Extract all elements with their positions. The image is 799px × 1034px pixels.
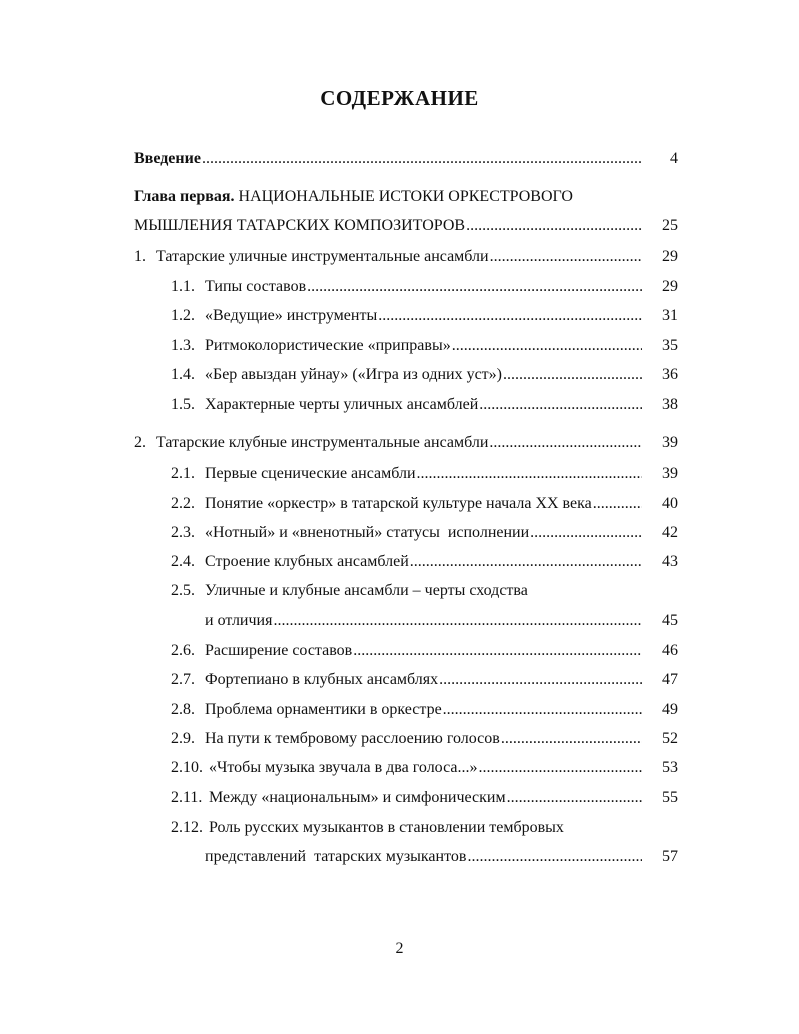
leader-dots	[490, 246, 642, 268]
toc-entry-page: 29	[662, 278, 678, 295]
toc-entry-2-6	[171, 640, 678, 662]
toc-entry-number: 1.1.	[171, 278, 195, 295]
toc-entry-label: Типы составов	[205, 278, 307, 295]
leader-dots	[467, 846, 642, 868]
toc-entry-page: 55	[662, 789, 678, 806]
toc-entry-2-2	[171, 493, 678, 515]
toc-entry-2-11	[171, 787, 678, 809]
toc-entry-page: 39	[662, 434, 678, 451]
toc-entry-1-2	[171, 305, 678, 327]
toc-entry-number: 2.12.	[171, 819, 203, 836]
toc-entry-number: 2.6.	[171, 642, 195, 659]
toc-entry-label: Ритмоколористические «приправы»	[205, 337, 451, 354]
toc-entry-label: Первые сценические ансамбли	[205, 465, 416, 482]
leader-dots	[307, 276, 642, 298]
leader-dots	[489, 432, 642, 454]
toc-entry-label: «Нотный» и «вненотный» статусы исполнении	[205, 524, 530, 541]
toc-entry-1-5	[171, 394, 678, 416]
chapter-heading	[134, 186, 573, 208]
toc-entry-label: На пути к тембровому расслоению голосов	[205, 730, 500, 747]
toc-entry-label: Татарские уличные инструментальные ансамбли	[156, 248, 489, 265]
leader-dots	[452, 335, 642, 357]
chapter-title-line1: НАЦИОНАЛЬНЫЕ ИСТОКИ ОРКЕСТРОВОГО	[234, 188, 573, 205]
toc-entry-section1	[134, 246, 678, 268]
leader-dots	[353, 640, 642, 662]
page-number: 2	[395, 940, 404, 957]
toc-entry-1-1	[171, 276, 678, 298]
toc-entry-label: «Ведущие» инструменты	[205, 307, 378, 324]
leader-dots	[273, 610, 642, 632]
toc-entry-number: 2.1.	[171, 465, 195, 482]
toc-entry-label: Введение	[134, 150, 201, 167]
toc-entry-page: 45	[662, 612, 678, 629]
toc-entry-page: 35	[662, 337, 678, 354]
toc-entry-number: 2.9.	[171, 730, 195, 747]
toc-entry-2-9	[171, 728, 678, 750]
toc-entry-2-5	[205, 610, 678, 632]
toc-entry-number: 1.3.	[171, 337, 195, 354]
leader-dots	[417, 463, 642, 485]
leader-dots	[479, 394, 642, 416]
toc-entry-number: 1.2.	[171, 307, 195, 324]
toc-entry-2-7	[171, 669, 678, 691]
toc-entry-number: 2.	[134, 434, 146, 451]
chapter-title-line2: МЫШЛЕНИЯ ТАТАРСКИХ КОМПОЗИТОРОВ	[134, 217, 466, 234]
toc-entry-label-continued: и отличия	[205, 612, 273, 629]
leader-dots	[530, 522, 642, 544]
toc-entry-number: 2.7.	[171, 671, 195, 688]
toc-entry-number: 2.8.	[171, 701, 195, 718]
leader-dots	[593, 493, 642, 515]
toc-entry-page: 25	[662, 217, 678, 234]
leader-dots	[202, 148, 642, 170]
toc-entry-page: 42	[662, 524, 678, 541]
toc-entry-label: «Бер авыздан уйнау» («Игра из одних уст»)	[205, 366, 502, 383]
toc-entry-label: Расширение составов	[205, 642, 353, 659]
toc-entry-number: 2.11.	[171, 789, 203, 806]
toc-entry-label: Роль русских музыкантов в становлении тембровых	[209, 819, 564, 836]
toc-entry-number: 1.5.	[171, 396, 195, 413]
page-title: СОДЕРЖАНИЕ	[320, 86, 479, 110]
toc-entry-number: 2.2.	[171, 495, 195, 512]
toc-entry-intro	[134, 148, 678, 170]
toc-entry-1-4	[171, 364, 678, 386]
toc-entry-number: 1.4.	[171, 366, 195, 383]
toc-entry-number: 2.5.	[171, 582, 195, 599]
toc-entry-label: Характерные черты уличных ансамблей	[205, 396, 479, 413]
toc-entry-1-3	[171, 335, 678, 357]
toc-entry-label: Фортепиано в клубных ансамблях	[205, 671, 439, 688]
toc-entry-page: 31	[662, 307, 678, 324]
toc-entry-number: 2.4.	[171, 553, 195, 570]
toc-entry-label: Между «национальным» и симфоническим	[209, 789, 506, 806]
leader-dots	[410, 551, 642, 573]
leader-dots	[507, 787, 642, 809]
toc-entry-page: 43	[662, 553, 678, 570]
leader-dots	[501, 728, 642, 750]
toc-entry-page: 57	[662, 848, 678, 865]
toc-entry-page: 49	[662, 701, 678, 718]
leader-dots	[466, 215, 642, 237]
toc-entry-section2	[134, 432, 678, 454]
leader-dots	[378, 305, 642, 327]
toc-entry-label: Проблема орнаментики в оркестре	[205, 701, 442, 718]
toc-entry-page: 39	[662, 465, 678, 482]
toc-entry-page: 46	[662, 642, 678, 659]
toc-entry-page: 40	[662, 495, 678, 512]
toc-entry-2-12-line1	[171, 817, 564, 839]
toc-entry-chapter1	[134, 215, 678, 237]
toc-entry-number: 1.	[134, 248, 146, 265]
toc-entry-label: Татарские клубные инструментальные ансамбли	[156, 434, 489, 451]
toc-entry-page: 29	[662, 248, 678, 265]
toc-entry-2-4	[171, 551, 678, 573]
toc-entry-number: 2.3.	[171, 524, 195, 541]
toc-entry-2-5-line1	[171, 580, 528, 602]
toc-entry-page: 38	[662, 396, 678, 413]
leader-dots	[439, 669, 642, 691]
toc-entry-2-10	[171, 757, 678, 779]
chapter-prefix: Глава первая.	[134, 188, 235, 205]
toc-entry-number: 2.10.	[171, 759, 203, 776]
leader-dots	[443, 699, 642, 721]
toc-entry-page: 36	[662, 366, 678, 383]
toc-entry-2-3	[171, 522, 678, 544]
toc-entry-label: Понятие «оркестр» в татарской культуре начала XX века	[205, 495, 592, 512]
toc-entry-label-continued: представлений татарских музыкантов	[205, 848, 467, 865]
toc-entry-label: Уличные и клубные ансамбли – черты сходства	[205, 582, 528, 599]
toc-entry-label: «Чтобы музыка звучала в два голоса...»	[209, 759, 478, 776]
toc-entry-page: 52	[662, 730, 678, 747]
toc-entry-2-8	[171, 699, 678, 721]
toc-entry-label: Строение клубных ансамблей	[205, 553, 409, 570]
toc-entry-page: 4	[670, 150, 678, 167]
toc-entry-2-12	[205, 846, 678, 868]
leader-dots	[478, 757, 642, 779]
toc-entry-2-1	[171, 463, 678, 485]
toc-entry-page: 47	[662, 671, 678, 688]
toc-entry-page: 53	[662, 759, 678, 776]
leader-dots	[503, 364, 642, 386]
